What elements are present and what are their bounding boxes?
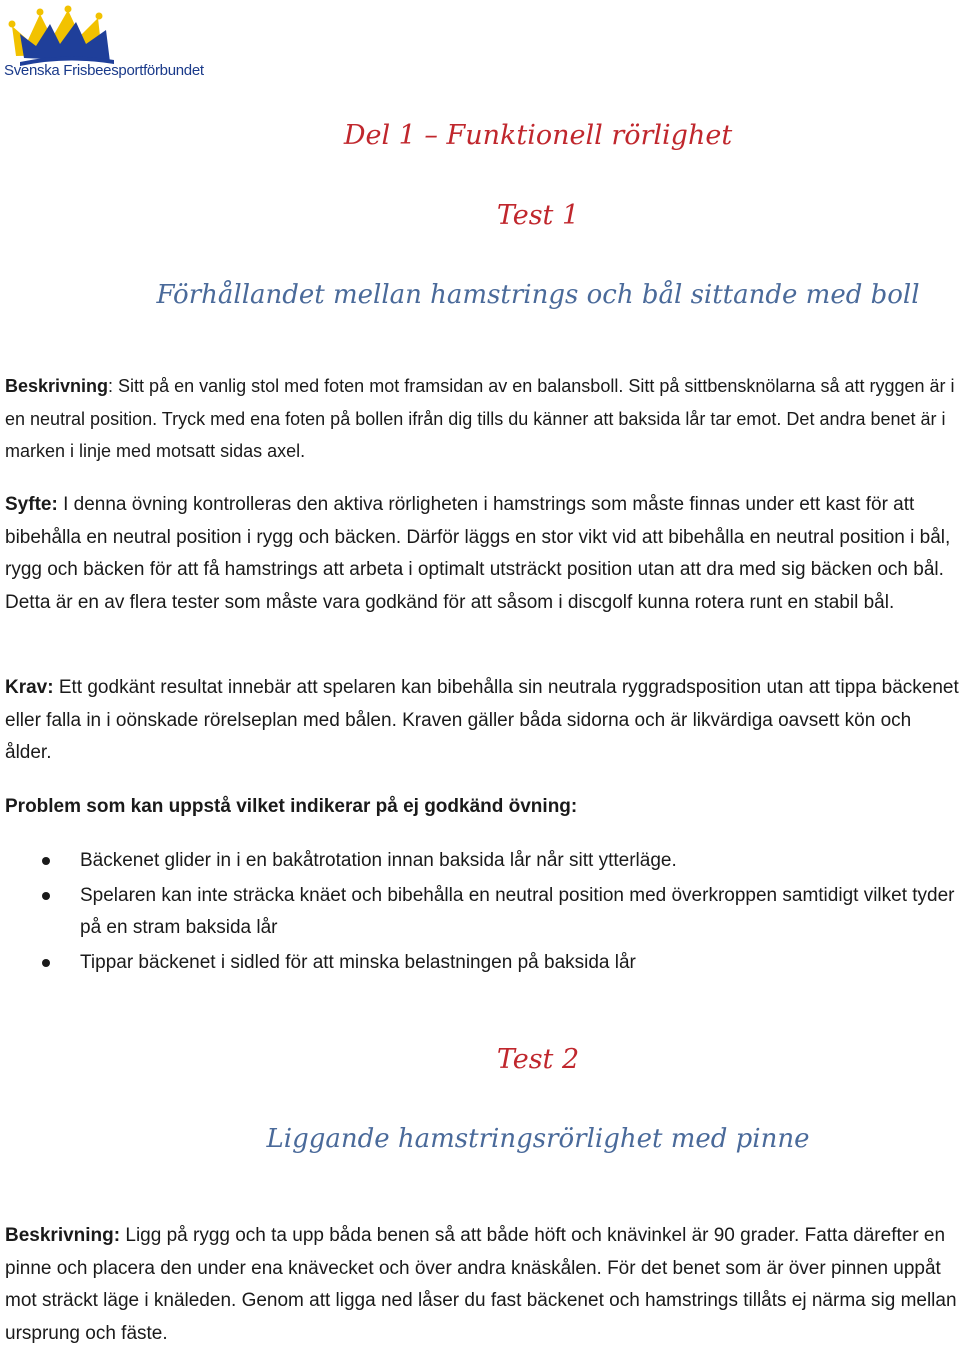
bullet-icon [42,959,50,967]
test1-heading: Test 1 [496,200,580,231]
purpose-text: I denna övning kontrolleras den aktiva rörligheten i hamstrings som måste finnas under ett kast för att bibehålla en neutral position i rygg och bäcken. Därför läggs en stor vikt vid att bibehålla en neutral position i bål, rygg och bäcken för att få hamstrings att arbeta i optimalt utsträckt position utan att dra med sig bäcken och bål. Detta är en av flera tester som måste vara godkänd för att såsom i discgolf kunna rotera runt en stabil bål. [5,494,951,613]
problems-heading-text: Problem som kan uppstå vilket indikerar på ej godkänd övning: [5,796,578,817]
list-item [0,845,960,878]
list-item-text: Tippar bäckenet i sidled för att minska belastningen på baksida lår [80,951,636,973]
list-item-text: Spelaren kan inte sträcka knäet och bibehålla en neutral position med överkroppen samtidigt vilket tyder på en stram baksida lår [80,884,955,938]
requirements-label: Krav: [5,677,54,698]
bullet-icon [42,892,50,900]
test2-heading: Test 2 [496,1044,580,1075]
requirements-text: Ett godkänt resultat innebär att spelaren kan bibehålla sin neutrala ryggradsposition utan att tippa bäckenet eller falla in i oönskade rörelseplan med bålen. Kraven gäller båda sidorna och är likvärdiga oavsett kön och ålder. [5,677,959,763]
test1-title: Förhållandet mellan hamstrings och bål sittande med boll [156,280,920,310]
description-label: Beskrivning: [5,1225,121,1246]
part-heading: Del 1 – Funktionell rörlighet [343,120,733,151]
test1-description [5,370,960,468]
list-item [0,947,960,980]
list-item-text: Bäckenet glider in i en bakåtrotation innan baksida lår når sitt ytterläge. [80,850,677,871]
purpose-label: Syfte: [5,494,58,515]
problems-list [0,845,960,981]
test2-title: Liggande hamstringsrörlighet med pinne [266,1124,810,1154]
description-text: : Sitt på en vanlig stol med foten mot framsidan av en balansboll. Sitt på sittbensknölarna så att ryggen är i en neutral position. Tryck med ena foten på bollen ifrån dig tills du känner att baksida lår tar emot. Det andra benet är i marken i linje med motsatt sidas axel. [5,376,955,461]
test1-requirements [5,672,960,770]
description-label: Beskrivning [5,376,109,396]
description-text: Ligg på rygg och ta upp båda benen så att både höft och knävinkel är 90 grader. Fatta därefter en pinne och placera den under ena knävecket och över andra knäskålen. För det benet som är över pinnen uppåt mot sträckt läge i knäleden. Genom att ligga ned låser du fast bäckenet och hamstrings tillåts ej närma sig mellan ursprung och fäste. [5,1225,957,1344]
problems-heading [5,791,960,824]
test2-description [5,1220,960,1350]
list-item [0,880,960,945]
test1-purpose [5,489,960,619]
logo-text: Svenska Frisbeesportförbundet [4,62,204,79]
bullet-icon [42,857,50,865]
